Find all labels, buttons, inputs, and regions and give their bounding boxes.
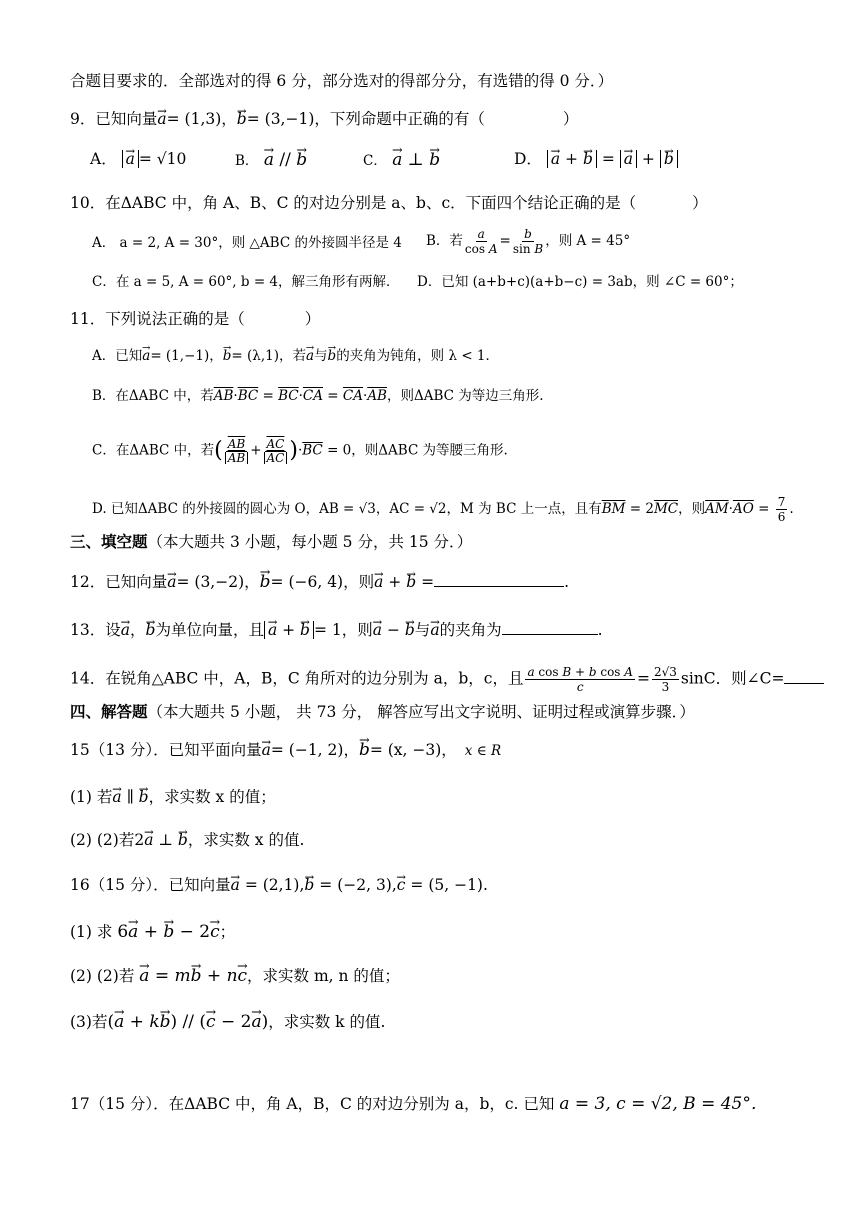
question-13: 13．设→ a，→ b为单位向量，且 → a + → b = 1，则→ a − → b与→ a的夹角为 . <box>70 620 603 639</box>
q15-part-2: (2) (2)若2→ a ⊥ → b，求实数 x 的值. <box>70 833 304 849</box>
q16-part-2: (2) (2)若 → a = m→ b + n→ c，求实数 m, n 的值； <box>70 968 400 985</box>
question-17: 17（15 分）．在ΔABC 中，角 A，B，C 的对边分别为 a，b，c. 已知 a = 3, c = √2, B = 45°． <box>70 1094 768 1114</box>
q16-part-3: (3)若(→ a + k→ b) // (→ c − 2→ a)，求实数 k 的值. <box>70 1014 385 1031</box>
q11-option-d: D. 已知ΔABC 的外接圆的圆心为 O，AB = √3，AC = √2，M 为 BC 上一点，且有$\overline{BM} = 2\overline{MC}$，则$\overline{AM}\cdot\overline{AO}$ = $\frac{7}{6}$ . <box>92 495 794 524</box>
question-11: 11．下列说法正确的是（ ） <box>70 310 321 328</box>
q15-part-1: (1) 若→ a ∥ → b，求实数 x 的值； <box>70 790 276 806</box>
question-10: 10．在ΔABC 中，角 A、B、C 的对边分别是 a、b、c．下面四个结论正确的是（ ） <box>70 194 708 212</box>
q9-option-a: A． → a = √10 <box>90 152 186 168</box>
q10-option-b: B．若 $\frac{a}{\text{cos A}}$ = $\frac{b}{\text{sin B}}$ ，则 A = 45° <box>426 227 631 256</box>
q11-option-c: C．在ΔABC 中，若( $\frac{\overline{AB}}{AB}$ + $\frac{\overline{AC}}{AC}$ )$\cdot\overline{BC} = 0$，则ΔABC 为等腰三角形. <box>92 437 508 465</box>
question-15: 15（13 分）．已知平面向量→ a= (−1, 2)，→ b= (x, −3)， x ∈ R <box>70 742 501 759</box>
q10-option-a: A． a = 2, A = 30°，则 △ABC 的外接圆半径是 4 <box>92 235 402 251</box>
q9-option-b: B． → a // → b <box>235 152 307 169</box>
section-3-heading: 三、填空题（本大题共 3 小题，每小题 5 分，共 15 分．） <box>70 532 473 551</box>
q9-option-c: C． → a ⊥ → b <box>363 152 440 169</box>
q10-option-d: D．已知 (a+b+c)(a+b−c) = 3ab，则 ∠C = 60°； <box>417 274 743 290</box>
q9-option-d: D． → a + → b = → a + → b <box>514 152 678 168</box>
q16-part-1: (1) 求 6→ a + → b − 2→ c； <box>70 924 235 941</box>
question-14: 14．在锐角△ABC 中，A，B，C 角所对的边分别为 a，b，c，且 $\frac{\text{a cos B + b cos A}}{c}$ = $\frac{2√3}{3}$ sinC．则∠C= <box>70 666 824 693</box>
q10-option-c: C．在 a = 5, A = 60°, b = 4，解三角形有两解． <box>92 274 400 290</box>
section-4-heading: 四、解答题（本大题共 5 小题， 共 73 分， 解答应写出文字说明、证明过程或演算步骤．） <box>70 702 695 721</box>
question-12: 12．已知向量→ a= (3,−2)，→ b= (−6, 4)，则→ a + → b = . <box>70 572 569 591</box>
question-16: 16（15 分）．已知向量→ a = (2,1),→ b = (−2, 3),→ c = (5, −1). <box>70 878 488 894</box>
question-9: 9．已知向量→ a= (1,3)，→ b= (3,−1)，下列命题中正确的有（ ） <box>70 112 578 128</box>
q11-option-b: B．在ΔABC 中，若$\overline{AB}\cdot\overline{BC} = \overline{BC}\cdot\overline{CA} = \overline{CA}\cdot\overline{AB}$，则ΔABC 为等边三角形. <box>92 388 544 404</box>
intro-text: 合题目要求的．全部选对的得 6 分，部分选对的得部分分，有选错的得 0 分．） <box>70 72 614 90</box>
q11-option-a: A．已知→ a= (1,−1)，→ b= (λ,1)，若→ a与→ b的夹角为钝角，则 λ < 1． <box>92 350 499 364</box>
